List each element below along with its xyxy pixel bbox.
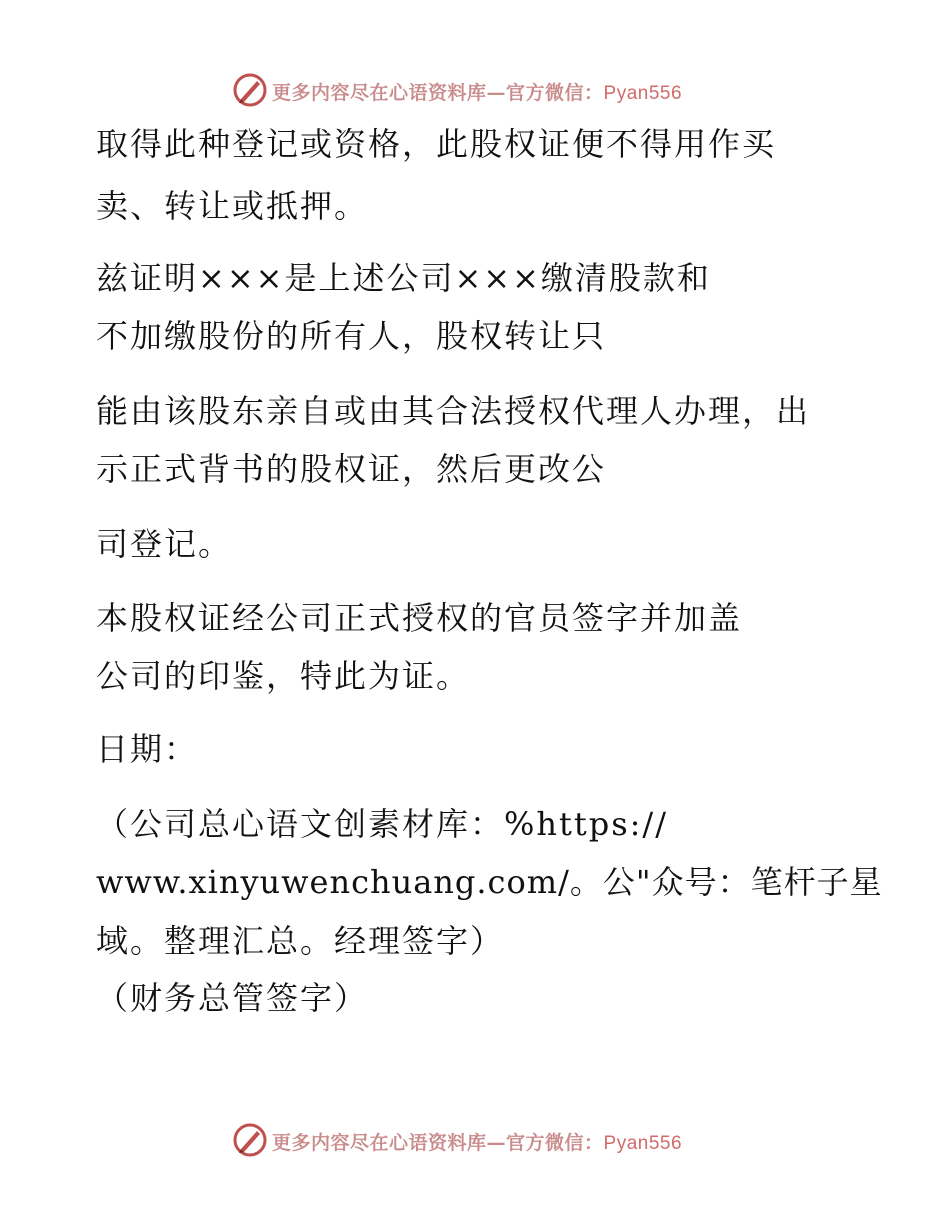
body-line-9: 公司的印鉴，特此为证。: [96, 657, 471, 695]
watermark-footer: [0, 1120, 950, 1160]
body-line-7: 司登记。: [96, 525, 233, 563]
date-label: 日期：: [96, 730, 199, 768]
body-line-5: 能由该股东亲自或由其合法授权代理人办理，出: [96, 392, 811, 430]
body-line-12: www.xinyuwenchuang.com/。公"众号：笔杆子星: [96, 863, 883, 901]
watermark-text: 更多内容尽在心语资料库—官方微信：Pyan556: [272, 1132, 683, 1154]
watermark-text: 更多内容尽在心语资料库—官方微信：Pyan556: [272, 82, 683, 104]
body-line-4: 不加缴股份的所有人，股权转让只: [96, 317, 607, 355]
body-line-1: 取得此种登记或资格，此股权证便不得用作买: [96, 125, 777, 163]
manager-signature-line: 域。整理汇总。经理签字）: [96, 922, 505, 960]
body-line-11: （公司总心语文创素材库：%https://: [96, 805, 668, 843]
pen-logo-icon: [232, 72, 268, 108]
watermark-id: Pyan556: [603, 1133, 683, 1154]
body-line-6: 示正式背书的股权证，然后更改公: [96, 450, 607, 488]
body-line-2: 卖、转让或抵押。: [96, 187, 369, 225]
body-line-8: 本股权证经公司正式授权的官员签字并加盖: [96, 599, 743, 637]
watermark-id: Pyan556: [603, 83, 683, 104]
watermark-header: [0, 70, 950, 110]
pen-logo-icon: [232, 1122, 268, 1158]
body-line-3: 兹证明×××是上述公司×××缴清股款和: [96, 259, 711, 297]
finance-signature-line: （财务总管签字）: [96, 979, 369, 1017]
